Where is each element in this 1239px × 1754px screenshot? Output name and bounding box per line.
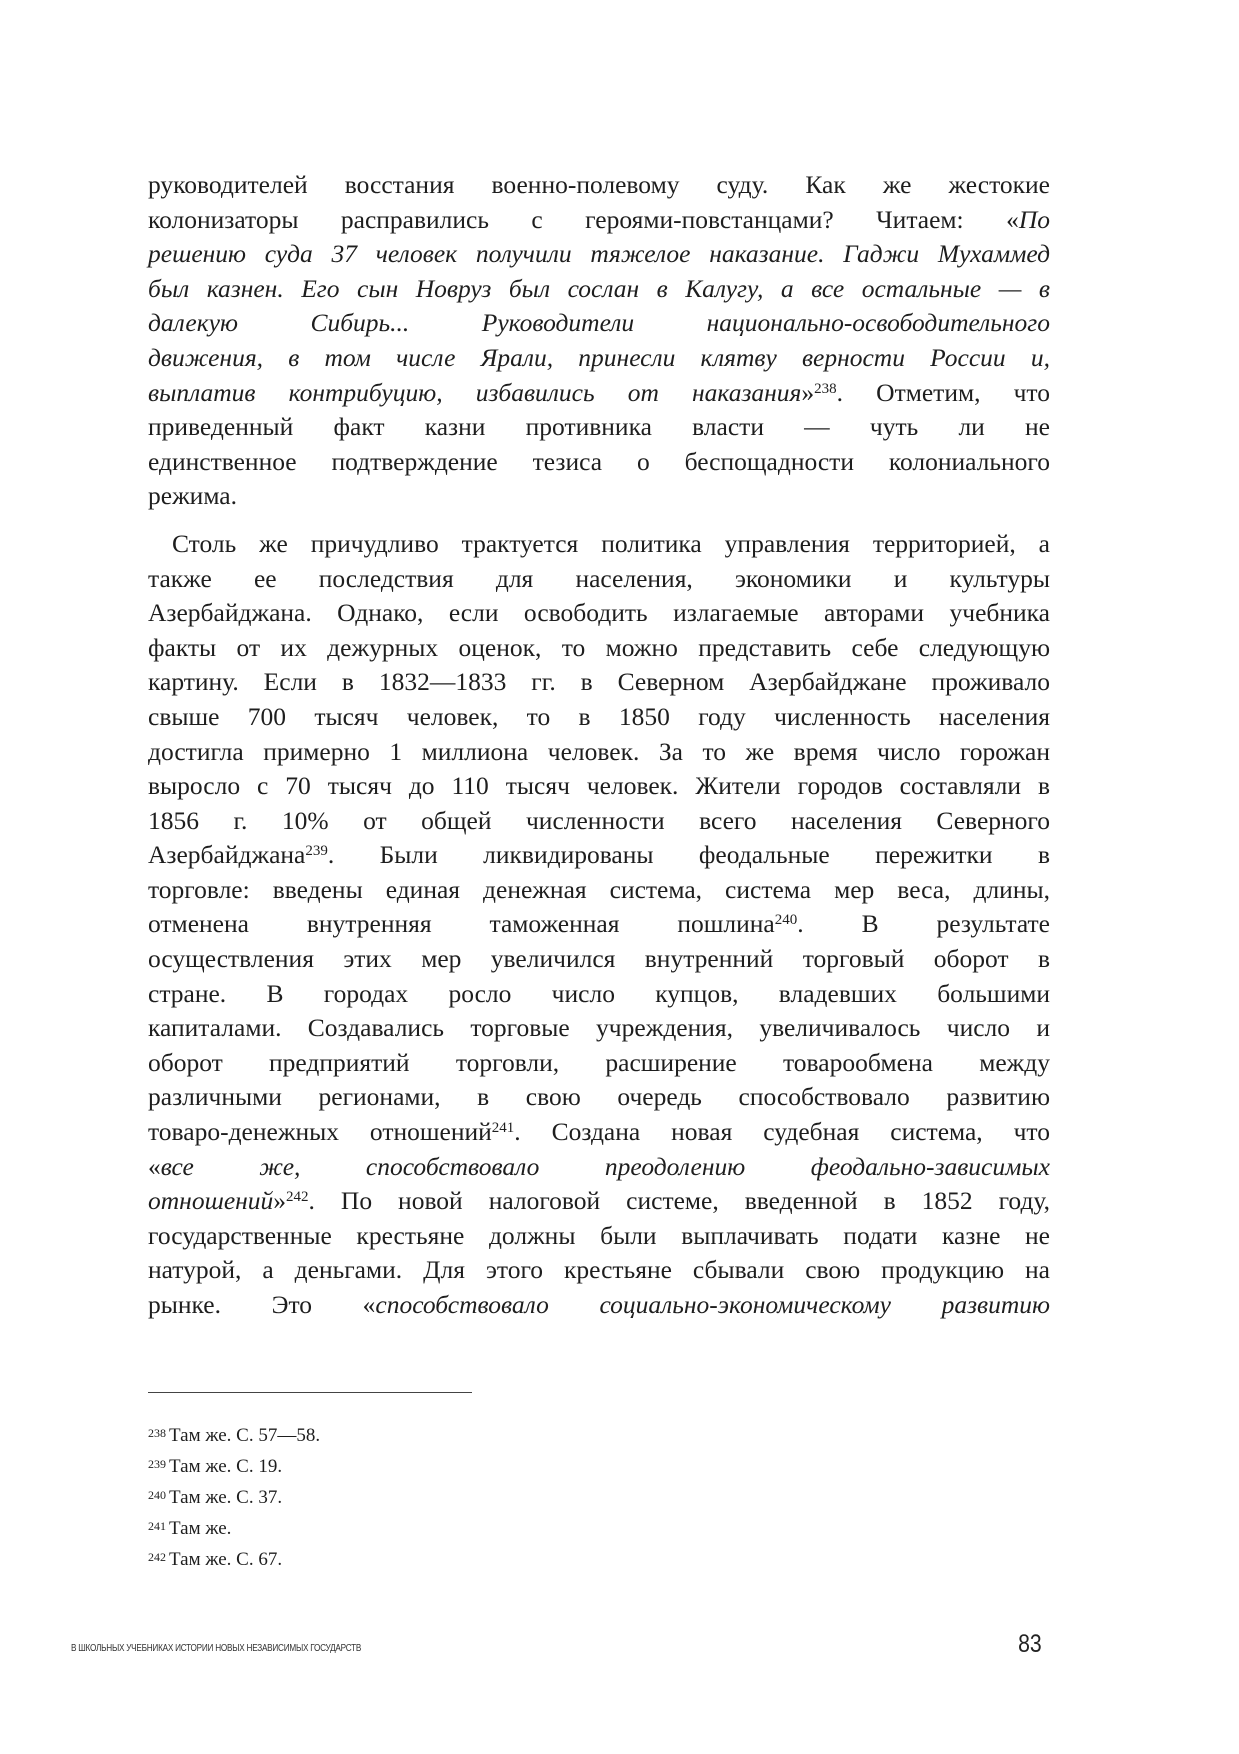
text-line <box>148 376 1050 411</box>
text-line <box>148 804 1050 839</box>
text-run: свыше 700 тысяч человек, то в 1850 году численность населения <box>148 701 1050 731</box>
text-line <box>148 631 1050 666</box>
footnote <box>148 1511 320 1542</box>
quoted-text: По <box>1018 204 1050 234</box>
text-run: . В результате <box>797 909 1050 939</box>
quoted-text: выплатив контрибуцию, избавились от наказания <box>148 377 802 407</box>
text-line <box>148 1080 1050 1115</box>
text-run: единственное подтверждение тезиса о беспощадности колониального <box>148 446 1050 476</box>
footnote <box>148 1449 320 1480</box>
text-line <box>148 410 1050 445</box>
text-run: Азербайджана <box>148 840 306 870</box>
text-run: стране. В городах росло число купцов, владевших большими <box>148 978 1050 1008</box>
text-run: руководителей восстания военно-полевому суду. Как же жестокие <box>148 170 1050 199</box>
text-run: осуществления этих мер увеличился внутренний торговый оборот в <box>148 944 1050 974</box>
quoted-text: решению суда 37 человек получили тяжелое наказание. Гаджи Мухаммед <box>148 239 1050 269</box>
text-line <box>148 1184 1050 1219</box>
quoted-text: был казнен. Его сын Новруз был сослан в Калугу, а все остальные — в <box>148 273 1050 303</box>
text-line <box>148 700 1050 735</box>
footnote-text: Там же. С. 57—58. <box>169 1425 321 1446</box>
text-line <box>148 445 1050 480</box>
footnote-number: 239 <box>148 1457 166 1471</box>
footnote <box>148 1418 320 1449</box>
footnote-ref: 239 <box>305 843 328 860</box>
text-run: » <box>801 377 815 407</box>
footnote-number: 242 <box>148 1550 166 1564</box>
text-run: различными регионами, в свою очередь способствовало развитию <box>148 1082 1050 1112</box>
text-line <box>148 1253 1050 1288</box>
footnote-text: Там же. С. 67. <box>169 1549 283 1570</box>
text-run: достигла примерно 1 миллиона человек. За то же время число горожан <box>148 736 1050 766</box>
text-line <box>148 527 1050 562</box>
footnote-text: Там же. <box>169 1518 232 1539</box>
text-line <box>148 168 1050 203</box>
paragraph <box>148 527 1050 1323</box>
text-line <box>148 838 1050 873</box>
text-run: также ее последствия для населения, экономики и культуры <box>148 563 1050 593</box>
quoted-text: далекую Сибирь... Руководители национально-освободительного <box>148 308 1050 338</box>
text-run: рынке. Это « <box>148 1290 376 1319</box>
footnotes <box>148 1418 320 1573</box>
text-line <box>148 306 1050 341</box>
text-run: колонизаторы расправились с героями-повстанцами? Читаем: « <box>148 204 1019 234</box>
text-run: « <box>148 1151 161 1181</box>
text-run: капиталами. Создавались торговые учреждения, увеличивалось число и <box>148 1013 1050 1043</box>
footnote-ref: 238 <box>814 380 837 397</box>
footnote-text: Там же. С. 37. <box>169 1487 283 1508</box>
text-line <box>148 203 1050 238</box>
text-line <box>148 769 1050 804</box>
footnote-separator <box>148 1392 472 1393</box>
text-line <box>148 735 1050 770</box>
text-run: Столь же причудливо трактуется политика управления территорией, а <box>172 528 1050 558</box>
text-line <box>148 1288 1050 1323</box>
text-run: оборот предприятий торговли, расширение товарообмена между <box>148 1047 1050 1077</box>
text-line <box>148 479 1050 514</box>
text-run: режима. <box>148 481 237 511</box>
text-line <box>148 1219 1050 1254</box>
text-run: факты от их дежурных оценок, то можно представить себе следующую <box>148 632 1050 662</box>
text-line <box>148 341 1050 376</box>
text-line <box>148 977 1050 1012</box>
footnote-number: 238 <box>148 1426 166 1440</box>
quoted-text: движения, в том числе Ярали, принесли клятву верности России и, <box>148 342 1050 372</box>
text-run: картину. Если в 1832—1833 гг. в Северном Азербайджане проживало <box>148 667 1050 697</box>
quoted-text: отношений <box>148 1186 274 1216</box>
text-run: . Были ликвидированы феодальные пережитки в <box>327 840 1050 870</box>
footnote <box>148 1542 320 1573</box>
text-line <box>148 665 1050 700</box>
text-run: . Отметим, что <box>836 377 1050 407</box>
text-run: торговле: введены единая денежная система, система мер веса, длины, <box>148 874 1050 904</box>
text-run: . По новой налоговой системе, введенной в 1852 году, <box>308 1186 1050 1216</box>
text-run: Азербайджана. Однако, если освободить излагаемые авторами учебника <box>148 598 1050 628</box>
footnote-ref: 240 <box>774 912 798 929</box>
running-title: В ШКОЛЬНЫХ УЧЕБНИКАХ ИСТОРИИ НОВЫХ НЕЗАВИСИМЫХ ГОСУДАРСТВ <box>71 1643 362 1654</box>
text-line <box>148 596 1050 631</box>
text-line <box>148 942 1050 977</box>
text-run: 1856 г. 10% от общей численности всего населения Северного <box>148 805 1050 835</box>
text-run: государственные крестьяне должны были выплачивать подати казне не <box>148 1220 1050 1250</box>
footnote-number: 241 <box>148 1519 166 1533</box>
text-run: товаро-денежных отношений <box>148 1117 492 1147</box>
footnote-ref: 241 <box>491 1120 515 1137</box>
text-run: приведенный факт казни противника власти — чуть ли не <box>148 412 1050 442</box>
text-line <box>148 907 1050 942</box>
text-line <box>148 873 1050 908</box>
footnote-text: Там же. С. 19. <box>169 1456 283 1477</box>
text-run: » <box>273 1186 287 1216</box>
text-line <box>148 562 1050 597</box>
text-line <box>148 1115 1050 1150</box>
paragraph <box>148 168 1050 514</box>
footnote-number: 240 <box>148 1488 166 1502</box>
footnote <box>148 1480 320 1511</box>
text-run: натурой, а деньгами. Для этого крестьяне сбывали свою продукцию на <box>148 1255 1050 1285</box>
text-line <box>148 272 1050 307</box>
text-line <box>148 1150 1050 1185</box>
text-run: отменена внутренняя таможенная пошлина <box>148 909 775 939</box>
main-text <box>148 168 1050 1336</box>
page-number: 83 <box>1018 1630 1042 1658</box>
text-line <box>148 1046 1050 1081</box>
text-line <box>148 1011 1050 1046</box>
footnote-ref: 242 <box>286 1189 309 1206</box>
quoted-text: все же, способствовало преодолению феодально-зависимых <box>160 1151 1050 1181</box>
text-line <box>148 237 1050 272</box>
text-run: . Создана новая судебная система, что <box>514 1117 1050 1147</box>
quoted-text: способствовало социально-экономическому развитию <box>375 1290 1050 1319</box>
text-run: выросло с 70 тысяч до 110 тысяч человек. Жители городов составляли в <box>148 771 1050 801</box>
